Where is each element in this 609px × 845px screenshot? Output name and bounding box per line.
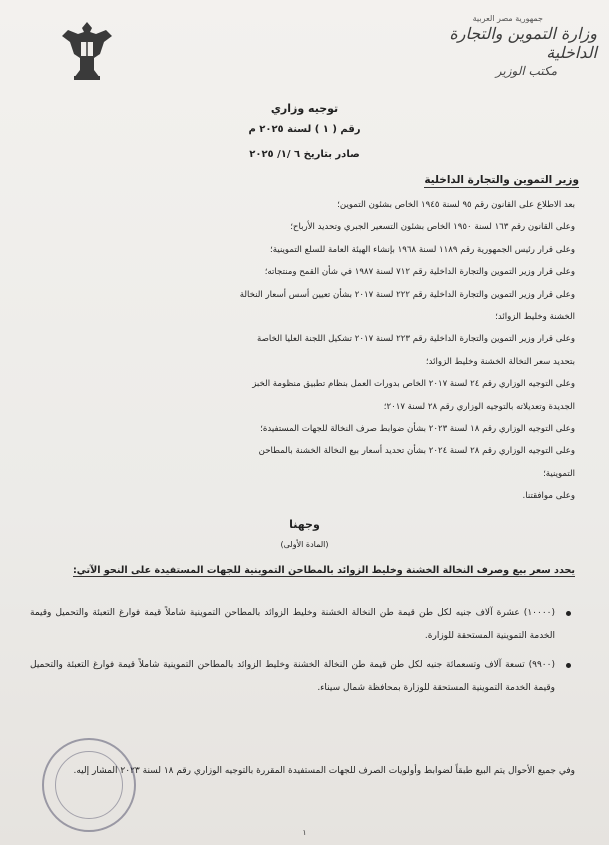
preamble-line: الخشنة وخليط الزوائد؛ xyxy=(495,312,575,323)
letterhead-ministry: وزارة التموين والتجارة الداخلية xyxy=(449,24,597,62)
preamble xyxy=(30,194,575,508)
preamble-line: وعلى التوجيه الوزاري رقم ٢٨ لسنة ٢٠٢٤ بشأن تحديد أسعار بيع النخالة الخشنة بالمطاحن xyxy=(258,446,575,457)
preamble-line: بتحديد سعر النخالة الخشنة وخليط الزوائد؛ xyxy=(425,356,575,367)
document-title: توجيه وزاري xyxy=(270,102,339,115)
letterhead-office: مكتب الوزير xyxy=(495,64,557,78)
preamble-line: وعلى قرار وزير التموين والتجارة الداخلية رقم ٢٢٣ لسنة ٢٠١٧ تشكيل اللجنة العليا الخاصة xyxy=(257,334,575,345)
article-label: (المادة الأولى) xyxy=(280,540,329,549)
preamble-line: وعلى قرار وزير التموين والتجارة الداخلية رقم ٢٢٢ لسنة ٢٠١٧ بشأن تعيين أسس أسعار النخالة xyxy=(239,289,575,300)
letterhead-country: جمهورية مصر العربية xyxy=(472,14,543,23)
document-number: رقم ( ١ ) لسنة ٢٠٢٥ م xyxy=(248,124,361,135)
preamble-line: وعلى التوجيه الوزاري رقم ٢٤ لسنة ٢٠١٧ الخاص بدورات العمل بنظام تطبيق منظومة الخبز xyxy=(252,379,575,390)
preamble-line: وعلى قرار وزير التموين والتجارة الداخلية رقم ٧١٢ لسنة ١٩٨٧ في شأن القمح ومنتجاته؛ xyxy=(264,267,575,278)
preamble-line: الجديدة وتعديلاته بالتوجيه الوزاري رقم ٢٨ لسنة ٢٠١٧؛ xyxy=(383,401,575,412)
letterhead xyxy=(407,14,597,78)
price-list xyxy=(30,602,575,706)
preamble-line: التموينية؛ xyxy=(543,468,575,479)
preamble-line: وعلى قرار رئيس الجمهورية رقم ١١٨٩ لسنة ١٩٦٨ بإنشاء الهيئة العامة للسلع التموينية؛ xyxy=(270,244,575,255)
document-date: صادر بتاريخ ٦ /١/ ٢٠٢٥ xyxy=(249,149,360,160)
seal-inner-ring xyxy=(55,751,123,819)
decision-heading: وجهنا xyxy=(289,518,320,531)
egypt-eagle-emblem-icon xyxy=(58,18,116,84)
preamble-line: بعد الاطلاع على القانون رقم ٩٥ لسنة ١٩٤٥ الخاص بشئون التموين؛ xyxy=(337,200,575,210)
minister-heading: وزير التموين والتجارة الداخلية xyxy=(424,174,579,186)
closing-paragraph: وفي جميع الأحوال يتم البيع طبقاً لضوابط وأولويات الصرف للجهات المستفيدة المقررة بالتوجيه الوزاري رقم ١٨ لسنة ٢٠٢٣ المشار إليه. xyxy=(73,766,575,776)
decision-intro xyxy=(30,560,575,582)
decision-intro-text: يحدد سعر بيع وصرف النخالة الخشنة وخليط الزوائد بالمطاحن التموينية للجهات المستفيدة على النحو الآتي: xyxy=(72,565,575,576)
preamble-line: وعلى موافقتنا. xyxy=(522,491,575,502)
ministry-seal-icon xyxy=(42,738,136,832)
price-item: (٩٩٠٠) تسعة آلاف وتسعمائة جنيه لكل طن قيمة طن النخالة الخشنة وخليط الزوائد بالمطاحن التموينية شاملاً قيمة فوارغ التعبئة والتحميل وقيمة الخدمة التموينية المستحقة للوزارة بمحافظة شمال سيناء. xyxy=(30,654,575,700)
preamble-line: وعلى التوجيه الوزاري رقم ١٨ لسنة ٢٠٢٣ بشأن ضوابط صرف النخالة للجهات المستفيدة؛ xyxy=(260,424,575,435)
price-item: (١٠٠٠٠) عشرة آلاف جنيه لكل طن قيمة طن النخالة الخشنة وخليط الزوائد بالمطاحن التموينية شاملاً قيمة فوارغ التعبئة والتحميل وقيمة الخدمة التموينية المستحقة للوزارة. xyxy=(30,602,575,648)
page-number: ١ xyxy=(302,828,307,837)
preamble-line: وعلى القانون رقم ١٦٣ لسنة ١٩٥٠ الخاص بشئون التسعير الجبري وتحديد الأرباح؛ xyxy=(290,222,575,233)
